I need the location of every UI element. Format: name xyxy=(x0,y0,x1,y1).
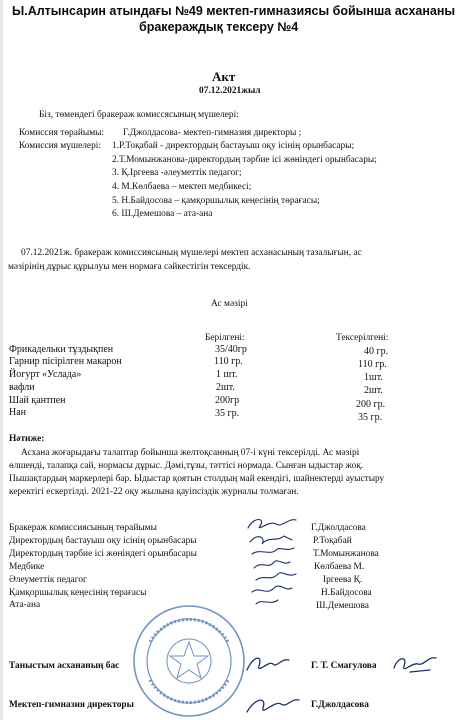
menu-col-given: Берілгені: xyxy=(205,333,245,343)
signature-name: Т.Момынжанова xyxy=(313,549,379,559)
menu-title: Ас мәзірі xyxy=(211,299,248,309)
menu-col-checked: Тексерілгені: xyxy=(336,333,389,343)
commission-chair-label: Комиссия төрайымы: xyxy=(19,128,105,138)
signature-role: Ата-ана xyxy=(9,600,41,610)
signature-name: Ш.Демешова xyxy=(316,601,369,611)
menu-item-checked: 2шт. xyxy=(364,385,383,396)
cook-signature xyxy=(243,650,293,680)
result-label: Нәтиже: xyxy=(9,434,45,444)
signature-name: Г.Джолдасова xyxy=(311,523,366,533)
commission-chair-value: Г.Джолдасова- мектеп-гимназия директоры ; xyxy=(123,128,302,138)
act-heading: Акт xyxy=(212,69,236,84)
signature-name: Н.Байдосова xyxy=(321,588,372,598)
menu-item-name: Йогурт «Услада» xyxy=(9,369,82,380)
signature-name: Көлбаева М. xyxy=(314,562,365,572)
menu-item-given: 1 шт. xyxy=(216,369,238,380)
result-line: Пышақтардың маркерлері бар. Ыдыстар қоятын столдың май екендігі, шайнектерді ауыстыру xyxy=(9,474,385,484)
commission-member: 5. Н.Байдосова – қамқоршылық кеңесінің төрағасы; xyxy=(112,196,320,206)
menu-item-given: 2шт. xyxy=(216,382,235,393)
menu-item-checked: 110 гр. xyxy=(358,359,387,370)
footer-cook-label: Таныстым асхананың бас xyxy=(9,661,120,671)
signature-name: Іргеева Қ. xyxy=(323,575,363,585)
menu-item-checked: 200 гр. xyxy=(356,399,386,410)
menu-item-name: Фрикадельки тұздықпен xyxy=(9,344,114,355)
director-signature xyxy=(243,690,303,720)
check-text-line1: 07.12.2021ж. бракераж комиссиясының мүшелері мектеп асханасының тазалығын, ас xyxy=(21,248,362,258)
signature-role: Директордың бастауыш оқу ісінің орынбасары xyxy=(9,536,197,546)
check-text-line2: мәзірінің дұрыс құрылуы мен нормаға сәйкестігін тексердік. xyxy=(8,262,251,272)
menu-item-given: 110 гр. xyxy=(214,356,243,367)
commission-member: 3. Қ.Іргеева -әлеуметтік педагог; xyxy=(112,168,242,178)
result-line: Асхана жоғарыдағы талаптар бойынша желтоқсанның 07-і күні тексерілді. Ас мәзірі xyxy=(21,448,360,458)
act-date: 07.12.2021жыл xyxy=(199,86,261,96)
menu-item-checked: 1шт. xyxy=(364,372,383,383)
menu-item-name: Гарнир пісірілген макарон xyxy=(9,356,122,367)
commission-member: 4. М.Көлбаева – мектеп медбикесі; xyxy=(112,182,252,192)
commission-members-label: Комиссия мүшелері: xyxy=(19,141,101,151)
menu-item-given: 200гр xyxy=(215,395,240,406)
menu-item-given: 35 гр. xyxy=(215,408,240,419)
footer-director-name: Г.Джолдасова xyxy=(311,700,369,710)
commission-member: 6. Ш.Демешова – ата-ана xyxy=(112,209,213,219)
document-title-line2: бракераждық тексеру №4 xyxy=(139,20,299,34)
menu-item-checked: 35 гр. xyxy=(358,412,383,423)
result-line: өлшенді, талапқа сай, нормасы дұрыс. Дәмі,тұзы, тәттісі нормада. Сынған ыдыстар жоқ. xyxy=(9,461,364,471)
menu-item-name: Нан xyxy=(9,407,27,418)
scan-edge xyxy=(0,0,3,720)
signature-role: Әлеуметтік педагог xyxy=(9,575,87,585)
footer-cook-name: Г. Т. Смагулова xyxy=(311,661,377,671)
menu-item-checked: 40 гр. xyxy=(364,346,389,357)
signature-role: Директордың тәрбие ісі жөніндегі орынбасары xyxy=(9,549,197,559)
result-line: керектігі ескертілді. 2021-22 оқу жылына қауіпсіздік журналы толмаған. xyxy=(9,487,299,497)
commission-member: 2.Т.Момынжанова-директордың тәрбие ісі жөніндегі орынбасары; xyxy=(112,155,377,165)
signature-role: Бракераж комиссиясының төрайымы xyxy=(9,523,157,533)
cook-signature-2 xyxy=(390,650,440,680)
signature-role: Қамқоршылық кеңесінің төрағасы xyxy=(9,588,147,598)
handwritten-signatures xyxy=(240,512,310,612)
document-title-line1: Ы.Алтынсарин атындағы №49 мектеп-гимназиясы бойынша асхананы xyxy=(12,4,456,18)
commission-member: 1.Р.Тоқабай - директордың бастауыш оқу ісінің орынбасары; xyxy=(112,141,355,151)
menu-item-name: Шай қантпен xyxy=(9,395,66,406)
menu-item-given: 35/40гр xyxy=(215,344,247,355)
round-stamp-icon xyxy=(130,602,248,720)
intro-text: Біз, төмендегі бракераж комиссясының мүшелері: xyxy=(39,110,239,120)
footer-director-label: Мектеп-гимназия директоры xyxy=(9,700,134,710)
menu-item-name: вафли xyxy=(9,382,35,393)
signature-name: Р.Тоқабай xyxy=(313,536,352,546)
signature-role: Медбике xyxy=(9,562,45,572)
